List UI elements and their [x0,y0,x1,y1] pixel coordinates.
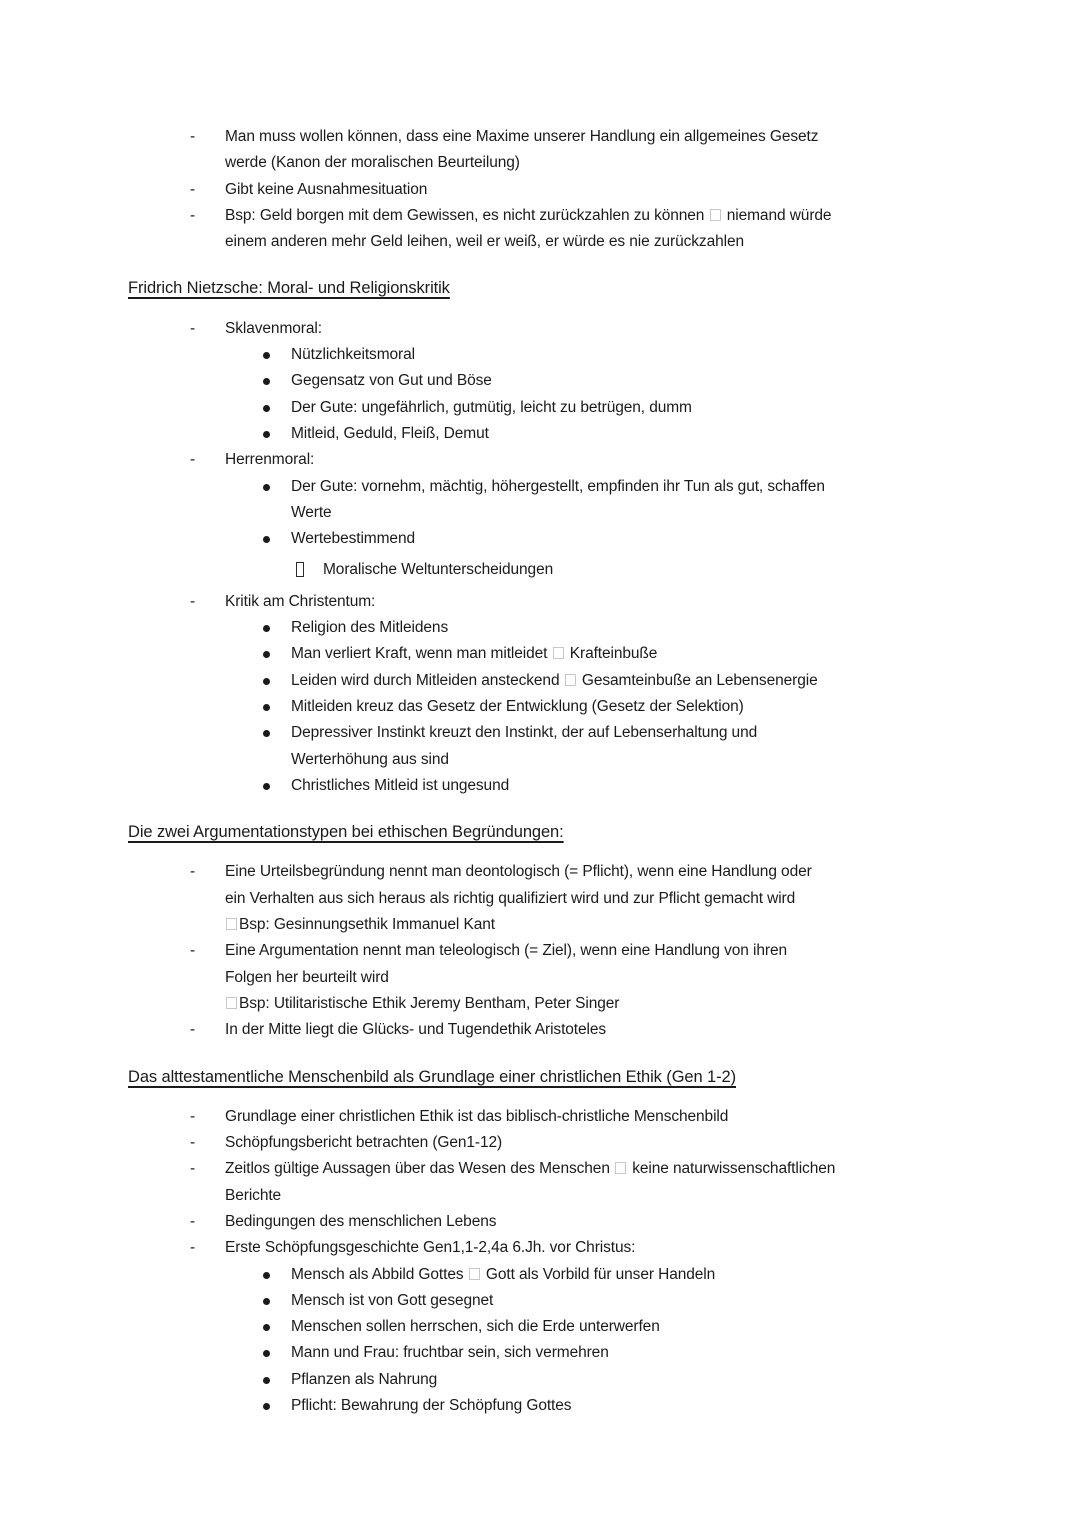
list-item-text: Mann und Frau: fruchtbar sein, sich vermehren [291,1344,609,1362]
dash-bullet-icon: - [190,1239,196,1257]
list-item-text: Bedingungen des menschlichen Lebens [225,1212,497,1230]
list-item-text: Mitleiden kreuz das Gesetz der Entwicklung (Gesetz der Selektion) [291,697,744,715]
list-item [128,773,1028,799]
list-item-text: Menschen sollen herrschen, sich die Erde unterwerfen [291,1318,660,1336]
list-item [128,1393,1028,1419]
list-item-text: Eine Urteilsbegründung nennt man deontologisch (= Pflicht), wenn eine Handlung oder ein Verhalten aus sich heraus als richtig qualifiziert wird und zur Pflicht gemacht wird Bsp: Gesinnungsethik Immanuel Kant [225,863,812,934]
dash-bullet-icon: - [190,942,196,960]
dash-bullet-icon: - [190,1021,196,1039]
dot-bullet-icon [263,405,270,412]
list-item-text: Kritik am Christentum: [225,592,376,610]
list-item [128,694,1028,720]
dot-bullet-icon [263,678,270,685]
list-item [128,447,1028,473]
list-item-text: Christliches Mitleid ist ungesund [291,776,510,794]
list-item-text: In der Mitte liegt die Glücks- und Tugendethik Aristoteles [225,1021,607,1039]
list-item-text: Gibt keine Ausnahmesituation [225,180,428,198]
list-item-text: Leiden wird durch Mitleiden ansteckend Gesamteinbuße an Lebensenergie [291,671,818,689]
dot-bullet-icon [263,536,270,543]
list-item [128,1104,1028,1130]
list-item [128,395,1028,421]
dash-bullet-icon: - [190,319,196,337]
box-bullet-icon [296,562,304,577]
list-item [128,526,1028,552]
dash-bullet-icon: - [190,451,196,469]
dot-bullet-icon [263,1324,270,1331]
list-item-text: Moralische Weltunterscheidungen [323,561,554,579]
list-item-text: Schöpfungsbericht betrachten (Gen1-12) [225,1134,503,1152]
missing-glyph-box-icon [226,918,237,930]
list-item [128,421,1028,447]
dot-bullet-icon [263,730,270,737]
dash-bullet-icon: - [190,863,196,881]
list-item [128,342,1028,368]
list-item-text: Herrenmoral: [225,451,315,469]
list-item-text: Der Gute: vornehm, mächtig, höhergestellt, empfinden ihr Tun als gut, schaffen Werte [291,477,825,521]
list-item-text: Depressiver Instinkt kreuzt den Instinkt, der auf Lebenserhaltung und Werterhöhung aus sind [291,724,758,768]
list-item-text: Grundlage einer christlichen Ethik ist das biblisch-christliche Menschenbild [225,1107,729,1125]
list-item [128,368,1028,394]
dash-bullet-icon: - [190,128,196,145]
list-item [128,641,1028,667]
list-item [128,1340,1028,1366]
dot-bullet-icon [263,1377,270,1384]
dot-bullet-icon [263,704,270,711]
list-item [128,1130,1028,1156]
missing-glyph-box-icon [469,1268,480,1280]
list-item-text: Gegensatz von Gut und Böse [291,372,492,390]
list-item [128,589,1028,615]
dash-bullet-icon: - [190,1212,196,1230]
dash-bullet-icon: - [190,1107,196,1125]
list-item-text: Mensch als Abbild Gottes Gott als Vorbild für unser Handeln [291,1265,716,1283]
list-item [128,177,1028,203]
list-item-text: Man verliert Kraft, wenn man mitleidet Krafteinbuße [291,645,658,663]
list-item [128,1209,1028,1235]
list-item [128,720,1028,773]
list-item [128,316,1028,342]
dot-bullet-icon [263,484,270,491]
list-item [128,474,1028,527]
dash-bullet-icon: - [190,206,196,224]
dot-bullet-icon [263,1403,270,1410]
list-item [128,1156,1028,1209]
list-item [128,938,1028,1017]
section-heading: Das alttestamentliche Menschenbild als Grundlage einer christlichen Ethik (Gen 1-2) [128,1067,737,1086]
missing-glyph-box-icon [710,209,721,221]
list-item-text: Zeitlos gültige Aussagen über das Wesen des Menschen keine naturwissenschaftlichen Berichte [225,1160,836,1204]
list-item-text: Der Gute: ungefährlich, gutmütig, leicht zu betrügen, dumm [291,398,692,416]
list-item [128,1017,1028,1043]
list-item-text: Nützlichkeitsmoral [291,346,415,364]
section-heading: Die zwei Argumentationstypen bei ethischen Begründungen: [128,823,564,842]
list-item-text: Eine Argumentation nennt man teleologisch (= Ziel), wenn eine Handlung von ihren Folgen her beurteilt wird Bsp: Utilitaristische Ethik Jeremy Bentham, Peter Singer [225,942,787,1012]
list-item-text: Sklavenmoral: [225,319,322,337]
dash-bullet-icon: - [190,180,196,198]
list-item [128,1262,1028,1288]
dash-bullet-icon: - [190,1160,196,1178]
missing-glyph-box-icon [615,1162,626,1174]
missing-glyph-box-icon [553,647,564,659]
list-item-text: Wertebestimmend [291,530,415,548]
list-item [128,615,1028,641]
document-page [128,124,1028,1419]
dot-bullet-icon [263,1350,270,1357]
dot-bullet-icon [263,783,270,790]
dot-bullet-icon [263,378,270,385]
list-item [128,668,1028,694]
dash-bullet-icon: - [190,592,196,610]
dot-bullet-icon [263,651,270,658]
list-item [128,859,1028,938]
list-item [128,1288,1028,1314]
dot-bullet-icon [263,625,270,632]
list-item [128,124,1028,177]
list-item-text: Erste Schöpfungsgeschichte Gen1,1-2,4a 6.Jh. vor Christus: [225,1239,636,1257]
list-item-text: Bsp: Geld borgen mit dem Gewissen, es nicht zurückzahlen zu können niemand würde einem anderen mehr Geld leihen, weil er weiß, er würde es nie zurückzahlen [225,206,832,251]
list-item-text: Mensch ist von Gott gesegnet [291,1291,494,1309]
list-item-text: Religion des Mitleidens [291,619,449,637]
dot-bullet-icon [263,1298,270,1305]
list-item [128,203,1028,256]
dot-bullet-icon [263,1272,270,1279]
list-item [128,1314,1028,1340]
dot-bullet-icon [263,431,270,438]
list-item-text: Pflicht: Bewahrung der Schöpfung Gottes [291,1397,572,1415]
missing-glyph-box-icon [226,997,237,1009]
list-item [128,1367,1028,1393]
list-item-text: Man muss wollen können, dass eine Maxime unserer Handlung ein allgemeines Gesetz werde (Kanon der moralischen Beurteilung) [225,128,819,172]
dash-bullet-icon: - [190,1134,196,1152]
list-item-text: Pflanzen als Nahrung [291,1370,438,1388]
list-item-text: Mitleid, Geduld, Fleiß, Demut [291,424,489,442]
list-item [128,1235,1028,1261]
dot-bullet-icon [263,352,270,359]
missing-glyph-box-icon [565,674,576,686]
section-heading: Fridrich Nietzsche: Moral- und Religionskritik [128,279,450,298]
list-item [128,557,1028,583]
